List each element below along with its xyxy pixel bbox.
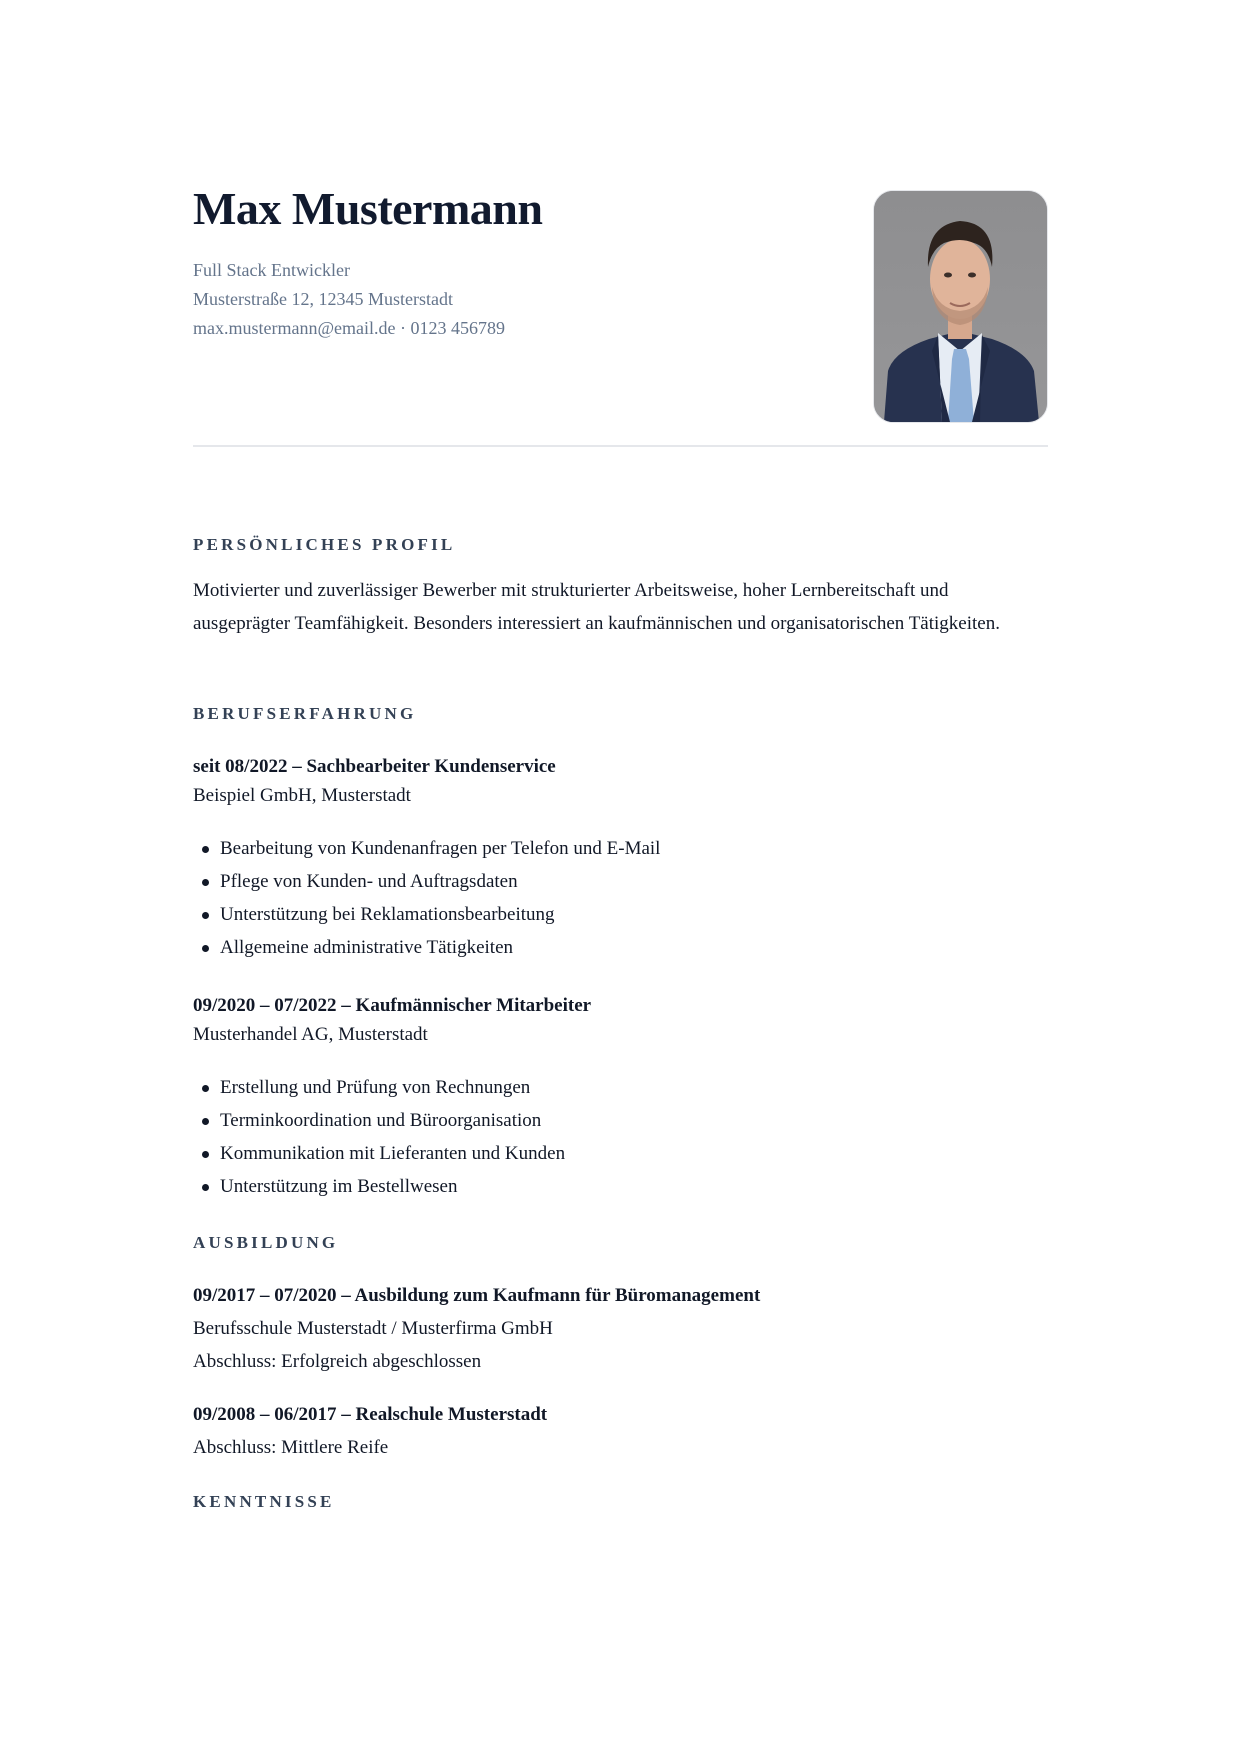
education-entry-title: 09/2017 – 07/2020 – Ausbildung zum Kaufmann für Büromanagement — [193, 1285, 761, 1306]
email-phone: max.mustermann@email.de · 0123 456789 — [193, 318, 506, 338]
job-entry-title: 09/2020 – 07/2022 – Kaufmännischer Mitarbeiter — [193, 995, 592, 1016]
job-title: Full Stack Entwickler — [193, 260, 350, 280]
heading-education: AUSBILDUNG — [193, 1233, 339, 1252]
heading-profile: PERSÖNLICHES PROFIL — [193, 535, 456, 554]
job-entry-duties — [193, 1071, 565, 1203]
applicant-name: Max Mustermann — [193, 183, 543, 234]
education-entry-result: Abschluss: Mittlere Reife — [193, 1437, 389, 1458]
bullet-icon — [202, 945, 209, 952]
list-item: Erstellung und Prüfung von Rechnungen — [193, 1071, 565, 1104]
job-entry-title: seit 08/2022 – Sachbearbeiter Kundenservice — [193, 756, 556, 777]
profile-text: Motivierter und zuverlässiger Bewerber mit strukturierter Arbeitsweise, hoher Lernbereitschaft und ausgeprägter Teamfähigkeit. Besonders interessiert an kaufmännischen und organisatorischen Tätigkeiten. — [193, 580, 1000, 634]
job-entry-company: Musterhandel AG, Musterstadt — [193, 1024, 428, 1045]
list-item: Unterstützung bei Reklamationsbearbeitung — [193, 898, 660, 931]
bullet-icon — [202, 1085, 209, 1092]
education-entry-institution: Berufsschule Musterstadt / Musterfirma GmbH — [193, 1318, 553, 1339]
contact-block — [193, 256, 505, 343]
job-entry-duties — [193, 832, 660, 964]
header-divider — [193, 445, 1048, 447]
job-entry-company: Beispiel GmbH, Musterstadt — [193, 785, 411, 806]
bullet-icon — [202, 1151, 209, 1158]
portrait-photo — [873, 190, 1048, 423]
list-item: Kommunikation mit Lieferanten und Kunden — [193, 1137, 565, 1170]
education-entry-title: 09/2008 – 06/2017 – Realschule Musterstadt — [193, 1404, 548, 1425]
bullet-icon — [202, 1118, 209, 1125]
bullet-icon — [202, 1184, 209, 1191]
list-item: Terminkoordination und Büroorganisation — [193, 1104, 565, 1137]
bullet-icon — [202, 846, 209, 853]
portrait-image — [874, 191, 1047, 422]
list-item: Bearbeitung von Kundenanfragen per Telefon und E-Mail — [193, 832, 660, 865]
education-entry-result: Abschluss: Erfolgreich abgeschlossen — [193, 1351, 482, 1372]
address: Musterstraße 12, 12345 Musterstadt — [193, 289, 453, 309]
list-item: Unterstützung im Bestellwesen — [193, 1170, 565, 1203]
bullet-icon — [202, 879, 209, 886]
heading-experience: BERUFSERFAHRUNG — [193, 704, 417, 723]
list-item: Allgemeine administrative Tätigkeiten — [193, 931, 660, 964]
list-item: Pflege von Kunden- und Auftragsdaten — [193, 865, 660, 898]
bullet-icon — [202, 912, 209, 919]
heading-skills: KENNTNISSE — [193, 1492, 335, 1511]
